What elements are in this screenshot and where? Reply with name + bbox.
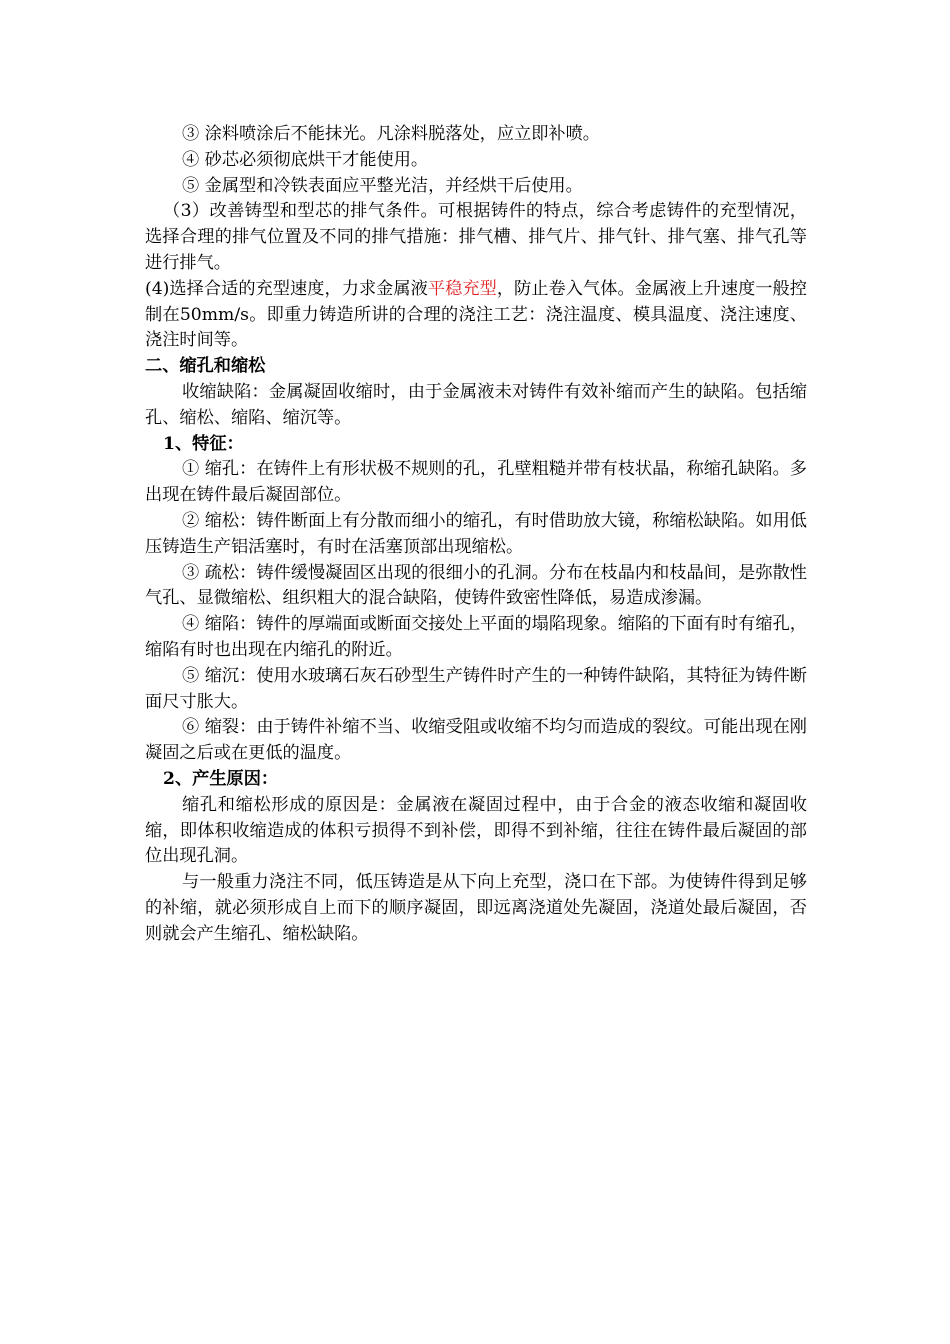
feature-item: ⑥ 缩裂：由于铸件补缩不当、收缩受阻或收缩不均匀而造成的裂纹。可能出现在刚凝固之后或在更低的温度。	[145, 717, 807, 764]
list-item: ③ 涂料喷涂后不能抹光。凡涂料脱落处，应立即补喷。	[182, 124, 600, 144]
paragraph-exhaust: （3）改善铸型和型芯的排气条件。可根据铸件的特点，综合考虑铸件的充型情况，选择合理的排气位置及不同的排气措施：排气槽、排气片、排气针、排气塞、排气孔等进行排气。	[145, 201, 807, 273]
section-intro: 收缩缺陷：金属凝固收缩时，由于金属液未对铸件有效补缩而产生的缺陷。包括缩孔、缩松、缩陷、缩沉等。	[145, 381, 807, 428]
paragraph-text: ，防止卷入气体。金属液上升速度一般控制在50mm/s。即重力铸造所讲的合理的浇注工艺：浇注温度、模具温度、浇注速度、浇注时间等。	[145, 278, 807, 351]
cause-paragraph: 与一般重力浇注不同，低压铸造是从下向上充型，浇口在下部。为使铸件得到足够的补缩，就必须形成自上而下的顺序凝固，即远离浇道处先凝固，浇道处最后凝固，否则就会产生缩孔、缩松缺陷。	[145, 872, 807, 944]
feature-item: ④ 缩陷：铸件的厚端面或断面交接处上平面的塌陷现象。缩陷的下面有时有缩孔，缩陷有时也出现在内缩孔的附近。	[145, 614, 807, 660]
paragraph-fill-speed	[145, 277, 807, 354]
list-item: ④ 砂芯必须彻底烘干才能使用。	[182, 149, 429, 170]
section-heading: 二、缩孔和缩松	[145, 356, 266, 377]
feature-item: ① 缩孔：在铸件上有形状极不规则的孔，孔壁粗糙并带有枝状晶，称缩孔缺陷。多出现在铸件最后凝固部位。	[145, 459, 807, 506]
list-item: ⑤ 金属型和冷铁表面应平整光洁，并经烘干后使用。	[182, 175, 583, 196]
paragraph-text: (4)选择合适的充型速度，力求金属液	[145, 278, 428, 299]
highlight-text: 平稳充型	[427, 278, 497, 299]
subsection-heading: 1、特征：	[163, 433, 244, 454]
document-page	[145, 122, 807, 948]
feature-item: ⑤ 缩沉：使用水玻璃石灰石砂型生产铸件时产生的一种铸件缺陷，其特征为铸件断面尺寸胀大。	[145, 665, 807, 712]
feature-item: ③ 疏松：铸件缓慢凝固区出现的很细小的孔洞。分布在枝晶内和枝晶间，是弥散性气孔、显微缩松、组织粗大的混合缺陷，使铸件致密性降低，易造成渗漏。	[145, 562, 807, 609]
cause-paragraph: 缩孔和缩松形成的原因是：金属液在凝固过程中，由于合金的液态收缩和凝固收缩，即体积收缩造成的体积亏损得不到补偿，即得不到补缩，往往在铸件最后凝固的部位出现孔洞。	[145, 794, 807, 867]
feature-item: ② 缩松：铸件断面上有分散而细小的缩孔，有时借助放大镜，称缩松缺陷。如用低压铸造生产铝活塞时，有时在活塞顶部出现缩松。	[145, 510, 807, 557]
subsection-heading: 2、产生原因：	[163, 768, 279, 789]
